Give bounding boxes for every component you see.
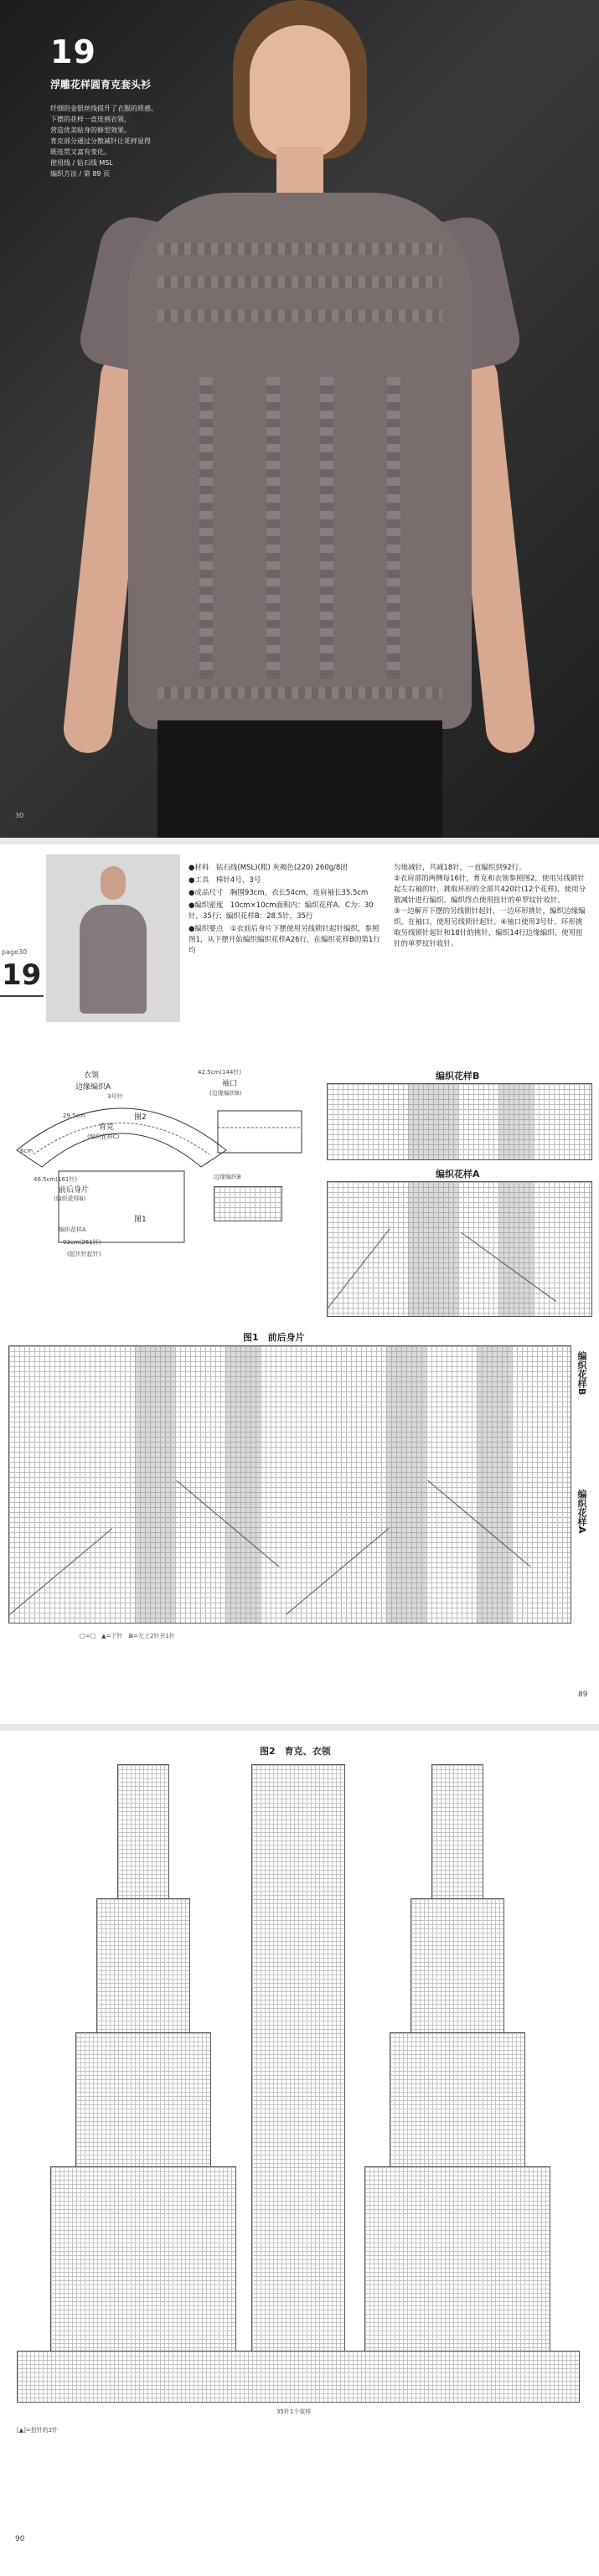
yoke-step xyxy=(411,1898,504,2034)
cable-panel-3 xyxy=(320,377,333,679)
instruction-row: ②衣肩部的两侧每16针，育克和衣领参照图2，使用另线锁针起左右袖的针，挑取环形的全部共420针(12个花样)，使用分散减针进行编织。编织终点使用扭针的单罗纹针收针。 xyxy=(394,875,586,905)
yoke-step xyxy=(96,1898,190,2034)
materials-list xyxy=(188,863,381,958)
photo-page xyxy=(0,0,599,838)
pattern-b-title: 编织花样B xyxy=(436,1071,480,1082)
yoke-schematic xyxy=(8,1075,238,1251)
chart-diagonal xyxy=(9,1528,112,1615)
figure2-label: 图2 xyxy=(134,1113,147,1122)
yoke-step xyxy=(390,2032,525,2168)
thumbnail-photo xyxy=(46,854,180,1022)
number-underline xyxy=(0,995,44,997)
side-label-pattern-b: 编织花样B xyxy=(576,1351,587,1396)
chart-shaded-column xyxy=(408,1084,458,1159)
collar-label: 衣领 xyxy=(84,1071,100,1080)
edge-knit-b-label: (边缘编织B) xyxy=(209,1090,242,1097)
desc-line: 育克部分通过分散减针让花样显得 xyxy=(50,137,151,145)
width-46-label: 46.5cm(161针) xyxy=(34,1176,78,1183)
chart-shaded-column xyxy=(135,1346,175,1623)
cuff-schematic xyxy=(209,1102,310,1169)
yoke-step xyxy=(431,1764,483,1900)
chart-shaded-column xyxy=(225,1346,261,1623)
cuff-chart xyxy=(214,1186,282,1221)
title-block xyxy=(50,34,176,179)
yoke-lace-row-2 xyxy=(157,276,442,288)
pattern-description xyxy=(50,103,176,179)
pattern-page xyxy=(0,844,599,1724)
yoke-step xyxy=(50,2166,236,2352)
yoke-step xyxy=(364,2166,550,2352)
figure1-title: 图1 前后身片 xyxy=(243,1332,305,1343)
desc-line: 既连贯又富有变化。 xyxy=(50,148,111,156)
page-number: 30 xyxy=(15,812,24,819)
yoke-step xyxy=(75,2032,211,2168)
pattern-b-label: (编织花样B) xyxy=(54,1195,86,1202)
width-93-label: 93cm(261针) xyxy=(63,1239,101,1246)
instructions-list xyxy=(394,863,586,950)
thumb-sweater xyxy=(80,905,147,1014)
side-label-pattern-a: 编织花样A xyxy=(576,1489,587,1534)
page-divider xyxy=(0,1724,599,1731)
chart-shaded-column xyxy=(498,1182,534,1316)
cuff-label: 袖口 xyxy=(222,1080,238,1088)
pattern-a-title: 编织花样A xyxy=(436,1169,480,1180)
yoke-lace-row-1 xyxy=(157,243,442,255)
desc-line: 营造优美贴身的修型效果。 xyxy=(50,126,131,134)
pattern-title: 浮雕花样圆育克套头衫 xyxy=(50,79,152,90)
yoke-bottom-band xyxy=(17,2351,580,2403)
front-back-label: 前后身片 xyxy=(59,1186,90,1195)
page-tag: page30 xyxy=(2,948,28,956)
dim-29-label: 29.5cm xyxy=(63,1112,85,1119)
yoke-chart-page xyxy=(0,1731,599,2576)
cable-panel-2 xyxy=(266,377,280,679)
yoke-pattern-label: (编织花样C) xyxy=(87,1133,120,1140)
page-divider xyxy=(0,838,599,844)
dim-6-label: 6cm xyxy=(20,1148,34,1154)
yoke-step xyxy=(117,1764,169,1900)
desc-line: 编织方法 / 第 89 页 xyxy=(50,170,111,178)
pattern-number: 19 xyxy=(50,34,96,70)
yoke-label: 育克 xyxy=(99,1123,115,1132)
yoke-center-panel xyxy=(251,1764,345,2386)
instruction-row: ③一边解开下摆的另线锁针起针，一边环形挑针，编织边缘编织。在袖口，使用另线锁针起针。④袖口使用3号针，环形挑取另线锁针起针和18针的挑针，编织14行边缘编织。使用扭针的单罗纹针收针。 xyxy=(394,907,586,948)
chart-shaded-column xyxy=(477,1346,512,1623)
chart-shaded-column xyxy=(498,1084,534,1159)
front-back-chart xyxy=(8,1345,571,1624)
yoke-lace-row-3 xyxy=(157,310,442,322)
hem-lace-row xyxy=(157,687,442,699)
model-face xyxy=(250,25,350,159)
material-row: ●编织密度 10cm×10cm面积内：编织花样A、C为：30针，35行；编织花样B：28.5针，35行 xyxy=(188,901,374,921)
chart-shaded-column xyxy=(386,1346,426,1623)
yoke-fan-left xyxy=(50,1764,235,2401)
pattern-a-label: 编织花样A xyxy=(59,1226,86,1233)
material-row: ●材料 钻石线(MSL)(粗) 灰褐色(220) 260g/8团 xyxy=(188,864,348,872)
pattern-b-chart xyxy=(327,1083,592,1160)
chart-shaded-column xyxy=(408,1182,458,1316)
yoke-legend: [▲]=扭针的2针 xyxy=(17,2427,59,2434)
cable-panel-1 xyxy=(199,377,213,679)
needle-size-label: 3号针 xyxy=(107,1093,123,1100)
material-row: ●工具 棒针4号、3号 xyxy=(188,876,261,885)
chart-diagonal xyxy=(328,1228,390,1308)
cable-panel-4 xyxy=(387,377,400,679)
edge-knit-b2-label: 边缘编织B xyxy=(214,1174,241,1180)
thumb-head xyxy=(101,866,126,900)
material-row: ●成品尺寸 胸围93cm，衣长54cm，连肩袖长35.5cm xyxy=(188,889,369,897)
yoke-fan-right xyxy=(364,1764,549,2401)
figure1-label: 图1 xyxy=(134,1216,147,1224)
knit-sweater xyxy=(128,193,472,729)
model-skirt xyxy=(157,720,442,838)
pattern-a-chart xyxy=(327,1181,592,1317)
start-chain-label: (起伏针起针) xyxy=(67,1251,101,1257)
chart-diagonal xyxy=(286,1528,389,1615)
desc-line: 使用线 / 钻石线 MSL xyxy=(50,159,113,167)
instruction-row: 匀地减针，共减18针，一直编织到92行。 xyxy=(394,864,526,872)
edge-knit-a-label: 边缘编织A xyxy=(75,1083,111,1092)
material-row: ●编织要点 ①衣前后身片下摆使用另线锁针起针编织，参照图1，从下摆开始编织编织花样A26行，在编织花样B的第1行均 xyxy=(188,925,380,955)
dim-42-label: 42.5cm(144针) xyxy=(198,1069,242,1076)
repeat-label: 35针1个花样 xyxy=(276,2408,312,2415)
figure2-title: 图2 育克、衣领 xyxy=(260,1746,331,1757)
page-number: 89 xyxy=(578,1691,588,1699)
page-number: 90 xyxy=(15,2535,25,2543)
desc-line: 纤细的金银丝线提升了衣服的质感。 xyxy=(50,105,157,112)
chart-legend: □=□ ▲=下针 ⊠=左上2针并1针 xyxy=(80,1633,175,1639)
desc-line: 下摆的花样一直连到衣领， xyxy=(50,116,131,123)
pattern-number-large: 19 xyxy=(2,958,42,992)
